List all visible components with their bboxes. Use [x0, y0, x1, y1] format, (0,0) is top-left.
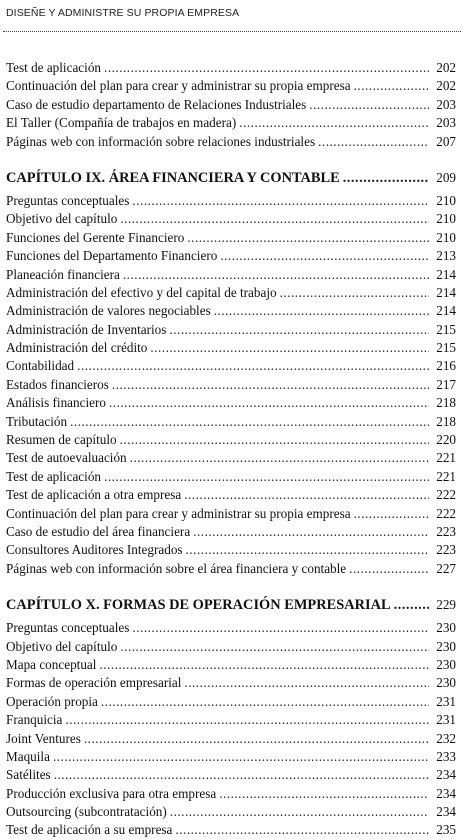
toc-entry-title: Caso de estudio departamento de Relaciones Industriales [6, 96, 307, 112]
toc-entry-title: Administración de valores negociables [6, 303, 211, 319]
toc-entry-title: Joint Ventures [6, 730, 81, 746]
toc-entry-title: Preguntas conceptuales [6, 192, 130, 208]
toc-entry-page-number: 214 [436, 284, 456, 300]
dot-leader [354, 505, 429, 523]
dot-leader [186, 541, 429, 559]
dot-leader [120, 431, 429, 449]
toc-entry[interactable] [6, 114, 456, 132]
dot-leader [53, 748, 429, 766]
toc-entry-title: Administración del crédito [6, 340, 148, 356]
toc-entry-page-number: 215 [436, 321, 456, 337]
toc-entry-title: Formas de operación empresarial [6, 675, 182, 691]
toc-entry-page-number: 202 [436, 78, 456, 94]
toc-entry-title: Contabilidad [6, 358, 75, 374]
toc-entry-title: Test de aplicación a otra empresa [6, 487, 182, 503]
dot-leader [54, 766, 429, 784]
toc-entry-title: Test de aplicación [6, 60, 102, 75]
toc-entry-page-number: 221 [436, 468, 456, 484]
dot-leader [101, 693, 429, 711]
toc-entry-page-number: 234 [436, 767, 456, 783]
header-divider [3, 31, 461, 32]
toc-entry[interactable] [6, 59, 456, 77]
toc-entry[interactable] [6, 302, 456, 320]
toc-entry[interactable] [6, 523, 456, 541]
toc-entry[interactable] [6, 711, 456, 729]
toc-entry-page-number: 231 [436, 712, 456, 728]
toc-entry-page-number: 202 [436, 60, 456, 75]
toc-entry[interactable] [6, 730, 456, 748]
toc-entry-page-number: 223 [436, 523, 456, 539]
dot-leader [184, 674, 429, 692]
toc-entry[interactable] [6, 394, 456, 412]
dot-leader [123, 266, 429, 284]
toc-entry-title: Test de aplicación a su empresa [6, 822, 173, 838]
toc-entry-page-number: 214 [436, 266, 456, 282]
toc-entry-title: Objetivo del capítulo [6, 638, 118, 654]
dot-leader [175, 821, 429, 839]
toc-entry-page-number: 232 [436, 730, 456, 746]
toc-entry-page-number: 230 [436, 656, 456, 672]
toc-entry[interactable] [6, 766, 456, 784]
dot-leader [120, 638, 429, 656]
chapter-heading-title: CAPÍTULO IX. ÁREA FINANCIERA Y CONTABLE [6, 169, 340, 186]
toc-entry-page-number: 234 [436, 804, 456, 820]
dot-leader [309, 96, 429, 114]
toc-entry-page-number: 234 [436, 785, 456, 801]
toc-entry[interactable] [6, 376, 456, 394]
toc-entry[interactable] [6, 431, 456, 449]
running-header: DISEÑE Y ADMINISTRE SU PROPIA EMPRESA [6, 7, 240, 19]
toc-entry-page-number: 230 [436, 620, 456, 636]
dot-leader [104, 59, 429, 77]
dot-leader [65, 711, 429, 729]
toc-entry-title: Planeación financiera [6, 266, 120, 282]
chapter-heading[interactable] [6, 168, 456, 188]
toc-entry-page-number: 227 [436, 560, 456, 576]
toc-entry[interactable] [6, 96, 456, 114]
chapter-heading-page-number: 229 [436, 597, 456, 613]
dot-leader [220, 247, 429, 265]
toc-entry-page-number: 217 [436, 376, 456, 392]
toc-entry-title: El Taller (Compañía de trabajos en madera) [6, 115, 237, 131]
toc-entry[interactable] [6, 321, 456, 339]
toc-entry[interactable] [6, 192, 456, 210]
dot-leader [318, 133, 429, 151]
toc-entry[interactable] [6, 656, 456, 674]
dot-leader [150, 339, 429, 357]
toc-entry-page-number: 210 [436, 211, 456, 227]
dot-leader [343, 168, 429, 188]
toc-entry-title: Funciones del Gerente Financiero [6, 229, 185, 245]
toc-entry[interactable] [6, 748, 456, 766]
toc-entry-page-number: 222 [436, 505, 456, 521]
dot-leader [354, 77, 429, 95]
chapter-heading-page-number: 209 [436, 169, 456, 185]
toc-entry-title: Operación propia [6, 693, 98, 709]
dot-leader [99, 656, 429, 674]
dot-leader [219, 785, 429, 803]
section-spacer [6, 151, 456, 168]
toc-entry-title: Continuación del plan para crear y administrar su propia empresa [6, 78, 351, 94]
toc-entry[interactable] [6, 266, 456, 284]
chapter-heading[interactable] [6, 595, 456, 615]
toc-entry[interactable] [6, 560, 456, 578]
dot-leader [120, 210, 429, 228]
toc-entry-title: Páginas web con información sobre el área financiera y contable [6, 560, 347, 576]
toc-entry[interactable] [6, 541, 456, 559]
toc-entry[interactable] [6, 674, 456, 692]
toc-entry-title: Resumen de capítulo [6, 432, 117, 448]
toc-entry-title: Administración del efectivo y del capital de trabajo [6, 284, 277, 300]
toc-entry-title: Estados financieros [6, 376, 109, 392]
dot-leader [214, 302, 429, 320]
dot-leader [169, 321, 429, 339]
toc-entry[interactable] [6, 803, 456, 821]
toc-entry[interactable] [6, 619, 456, 637]
toc-entry-page-number: 231 [436, 693, 456, 709]
toc-entry[interactable] [6, 339, 456, 357]
toc-entry-page-number: 210 [436, 229, 456, 245]
toc-entry-page-number: 214 [436, 303, 456, 319]
toc-entry-page-number: 218 [436, 395, 456, 411]
toc-entry-page-number: 230 [436, 675, 456, 691]
toc-entry[interactable] [6, 821, 456, 839]
toc-entry-title: Tributación [6, 413, 68, 429]
toc-entry-page-number: 220 [436, 432, 456, 448]
toc-entry[interactable] [6, 247, 456, 265]
toc-entry[interactable] [6, 357, 456, 375]
dot-leader [84, 730, 429, 748]
toc-entry-page-number: 215 [436, 340, 456, 356]
toc-entry-title: Funciones del Departamento Financiero [6, 248, 218, 264]
toc-entry-page-number: 203 [436, 96, 456, 112]
toc-entry[interactable] [6, 486, 456, 504]
toc-entry[interactable] [6, 413, 456, 431]
toc-entry[interactable] [6, 229, 456, 247]
toc-entry-title: Test de aplicación [6, 468, 102, 484]
dot-leader [184, 486, 429, 504]
table-of-contents [6, 59, 456, 840]
toc-entry-page-number: 203 [436, 115, 456, 131]
dot-leader [77, 357, 429, 375]
chapter-heading-title: CAPÍTULO X. FORMAS DE OPERACIÓN EMPRESARIAL [6, 597, 391, 614]
toc-entry-title: Test de autoevaluación [6, 450, 127, 466]
toc-entry-title: Consultores Auditores Integrados [6, 542, 183, 558]
dot-leader [280, 284, 429, 302]
toc-entry-title: Producción exclusiva para otra empresa [6, 785, 217, 801]
dot-leader [132, 619, 429, 637]
dot-leader [170, 803, 429, 821]
toc-entry-page-number: 235 [436, 822, 456, 838]
toc-entry[interactable] [6, 210, 456, 228]
toc-entry-page-number: 210 [436, 192, 456, 208]
toc-entry-page-number: 222 [436, 487, 456, 503]
toc-entry-page-number: 207 [436, 133, 456, 149]
dot-leader [193, 523, 429, 541]
dot-leader [187, 229, 429, 247]
toc-entry[interactable] [6, 468, 456, 486]
toc-entry[interactable] [6, 638, 456, 656]
dot-leader [349, 560, 429, 578]
toc-entry[interactable] [6, 133, 456, 151]
toc-entry[interactable] [6, 449, 456, 467]
section-spacer [6, 578, 456, 595]
toc-entry-title: Continuación del plan para crear y administrar su propia empresa [6, 505, 351, 521]
toc-entry-page-number: 216 [436, 358, 456, 374]
toc-entry-page-number: 221 [436, 450, 456, 466]
toc-entry-title: Páginas web con información sobre relaciones industriales [6, 133, 316, 149]
dot-leader [109, 394, 429, 412]
toc-entry[interactable] [6, 505, 456, 523]
toc-entry-title: Caso de estudio del área financiera [6, 523, 191, 539]
dot-leader [130, 449, 429, 467]
toc-entry-title: Franquicia [6, 712, 63, 728]
toc-entry[interactable] [6, 693, 456, 711]
dot-leader [70, 413, 429, 431]
toc-entry-title: Outsourcing (subcontratación) [6, 804, 167, 820]
toc-entry-title: Análisis financiero [6, 395, 106, 411]
dot-leader [239, 114, 429, 132]
dot-leader [112, 376, 429, 394]
toc-entry-page-number: 213 [436, 248, 456, 264]
toc-entry[interactable] [6, 785, 456, 803]
dot-leader [104, 468, 429, 486]
toc-entry-page-number: 233 [436, 748, 456, 764]
toc-entry-title: Mapa conceptual [6, 656, 97, 672]
toc-entry-title: Preguntas conceptuales [6, 620, 130, 636]
toc-entry-page-number: 223 [436, 542, 456, 558]
dot-leader [132, 192, 429, 210]
dot-leader [394, 595, 429, 615]
toc-entry-title: Satélites [6, 767, 51, 783]
toc-entry-title: Objetivo del capítulo [6, 211, 118, 227]
toc-entry-page-number: 218 [436, 413, 456, 429]
toc-entry-title: Maquila [6, 748, 50, 764]
toc-entry-title: Administración de Inventarios [6, 321, 167, 337]
toc-entry-page-number: 230 [436, 638, 456, 654]
toc-entry[interactable] [6, 77, 456, 95]
toc-entry[interactable] [6, 284, 456, 302]
